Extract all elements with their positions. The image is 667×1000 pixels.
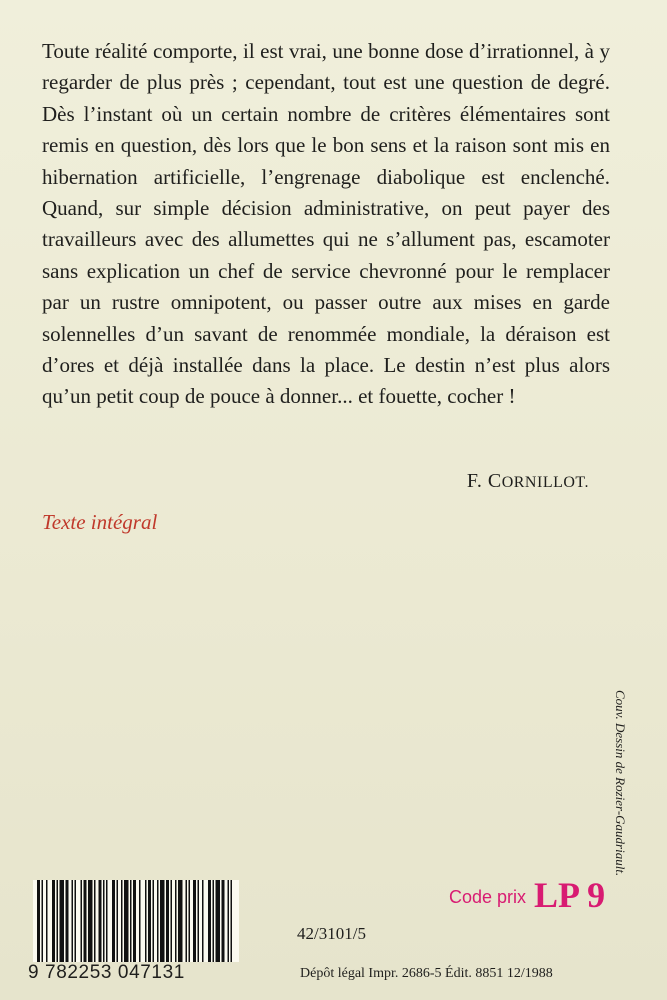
barcode-bar — [148, 880, 151, 962]
barcode — [33, 880, 239, 962]
barcode-bar — [37, 880, 40, 962]
barcode-bar — [75, 880, 77, 962]
barcode-digits: 9 782253 047131 — [28, 962, 185, 983]
barcode-bar — [231, 880, 233, 962]
barcode-bar — [186, 880, 188, 962]
barcode-bar — [189, 880, 191, 962]
barcode-bar — [42, 880, 44, 962]
barcode-bar — [139, 880, 141, 962]
barcode-bar — [216, 880, 221, 962]
barcode-bar — [202, 880, 204, 962]
barcode-bar — [84, 880, 87, 962]
barcode-bar — [60, 880, 65, 962]
barcode-bar — [52, 880, 55, 962]
barcode-bar — [133, 880, 136, 962]
barcode-bar — [81, 880, 83, 962]
barcode-bar — [130, 880, 132, 962]
barcode-bar — [157, 880, 159, 962]
barcode-bar — [178, 880, 183, 962]
barcode-bar — [106, 880, 108, 962]
barcode-bar — [72, 880, 74, 962]
barcode-bar — [99, 880, 102, 962]
cover-credit: Couv. Dessin de Rozier-Gaudriault. — [613, 690, 628, 877]
barcode-bar — [124, 880, 129, 962]
barcode-bar — [193, 880, 196, 962]
barcode-bars — [33, 880, 239, 962]
author-initial: F. C — [466, 470, 502, 492]
barcode-bar — [57, 880, 59, 962]
barcode-bar — [166, 880, 169, 962]
price-value: LP 9 — [534, 875, 606, 915]
barcode-bar — [66, 880, 69, 962]
blurb-text: Toute réalité comporte, il est vrai, une bonne dose d’irrationnel, à y regarder de plus près ; cependant, tout est une question de degré. Dès l’instant où un certain nombre de critères élémentaires sont remis en question, dès lors que le bon sens et la raison sont mis en hibernation artificielle, l’engrenage diabolique est enclenché. Quand, sur simple décision administrative, on peut payer des travailleurs avec des allumettes qui ne s’allument pas, escamoter sans explication un chef de service chevronné pour le remplacer par un rustre omnipotent, ou passer outre aux mises en garde solennelles d’un savant de renommée mondiale, la déraison est d’ores et déjà installée dans la place. Le destin n’est plus alors qu’un petit coup de pouce à donner... et fouette, cocher ! — [42, 39, 610, 409]
catalog-reference: 42/3101/5 — [297, 924, 366, 943]
barcode-bar — [228, 880, 230, 962]
author-surname: ORNILLOT. — [501, 474, 589, 491]
barcode-bar — [153, 880, 155, 962]
barcode-bar — [175, 880, 177, 962]
barcode-bar — [88, 880, 93, 962]
barcode-bar — [94, 880, 96, 962]
barcode-bar — [213, 880, 215, 962]
barcode-bar — [117, 880, 119, 962]
author-signature — [467, 470, 589, 493]
barcode-bar — [160, 880, 165, 962]
barcode-bar — [103, 880, 105, 962]
barcode-bar — [208, 880, 211, 962]
barcode-bar — [222, 880, 225, 962]
barcode-bar — [121, 880, 123, 962]
barcode-bar — [46, 880, 48, 962]
barcode-bar — [145, 880, 147, 962]
price-label: Code prix — [449, 887, 527, 907]
texte-integral-label: Texte intégral — [42, 510, 158, 534]
legal-deposit: Dépôt légal Impr. 2686-5 Édit. 8851 12/1988 — [300, 966, 553, 981]
barcode-bar — [198, 880, 200, 962]
barcode-bar — [171, 880, 173, 962]
barcode-bar — [112, 880, 115, 962]
price-code — [449, 874, 605, 916]
